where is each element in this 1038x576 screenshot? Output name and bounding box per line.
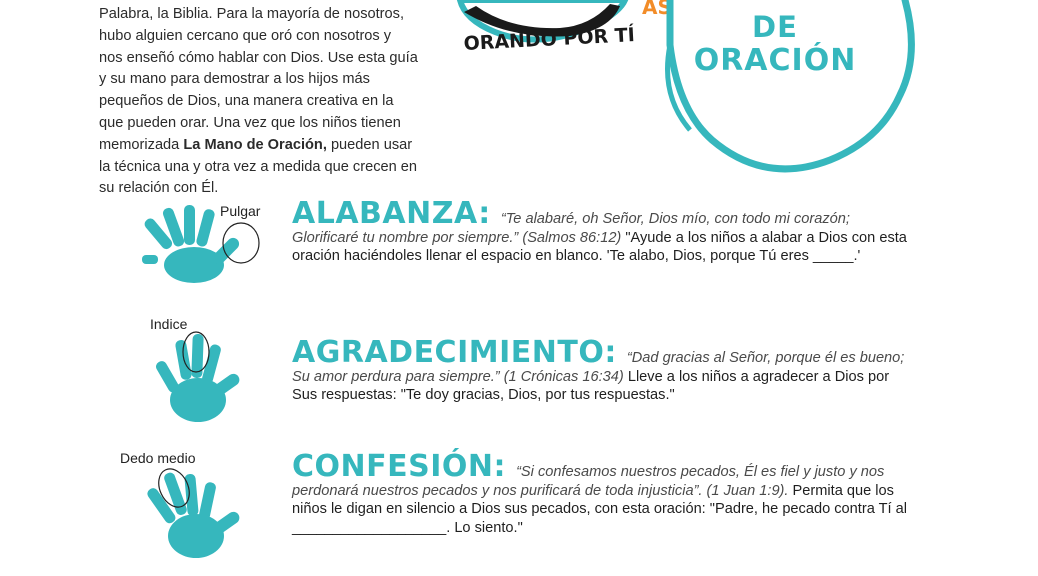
hand-middle-icon <box>138 468 258 568</box>
section-thanks <box>292 335 907 405</box>
finger-label-thumb: Pulgar <box>220 203 261 219</box>
intro-paragraph <box>99 4 444 200</box>
intro-line: Palabra, la Biblia. Para la mayoría de nosotros, <box>99 6 405 22</box>
hand-index-icon <box>140 330 260 430</box>
banner-title-line-2: DE <box>752 10 798 44</box>
banner-title-top-fragment <box>660 0 890 7</box>
section-body: "Ayude a los niños a alabar a Dios con esta oración haciéndoles llenar el espacio en blanco. 'Te alabo, Dios, porque Tú eres _____.' <box>292 229 907 265</box>
section-body: Lleve a los niños a agradecer a Dios por Sus respuestas: "Te doy gracias, Dios, por tus respuestas." <box>292 368 890 404</box>
section-praise <box>292 196 907 266</box>
banner-title-line-3: ORACIÓN <box>693 43 857 78</box>
section-quote: “Te alabaré, oh Señor, Dios mío, con todo mi corazón; Glorificaré tu nombre por siempre.” (Salmos 86:12) <box>292 211 850 246</box>
section-quote: “Si confesamos nuestros pecados, Él es fiel y justo y nos perdonará nuestros pecados y nos purificará de toda injusticia”. (1 Juan 1:9). <box>292 464 885 499</box>
intro-line: que pueden orar. Una vez que los niños tienen <box>99 114 401 131</box>
intro-bold-term: La Mano de Oración, <box>183 136 327 153</box>
intro-line: hubo alguien cercano que oró con nosotros y <box>99 27 392 44</box>
banner-tag: ORANDO POR TÍ <box>463 24 636 55</box>
finger-label-middle: Dedo medio <box>120 450 196 466</box>
section-heading: AGRADECIMIENTO: <box>292 335 617 370</box>
intro-line <box>99 135 444 157</box>
intro-line: y su mano para demostrar a los hijos más <box>99 71 370 88</box>
section-body: Permita que los niños le digan en silencio a Dios sus pecados, con esta oración: "Padre, he pecado contra Tí al ___________________. Lo siento." <box>292 482 907 536</box>
intro-text: memorizada <box>99 136 184 153</box>
intro-line: su relación con Él. <box>99 180 219 197</box>
banner-cut-text-fragment: AS <box>642 0 672 19</box>
intro-line: la técnica una y otra vez a medida que crecen en <box>99 158 418 175</box>
finger-label-index: Indice <box>150 316 188 332</box>
intro-text: pueden usar <box>326 136 413 153</box>
section-quote: “Dad gracias al Señor, porque él es bueno; Su amor perdura para siempre.” (1 Crónicas 16:34) <box>292 350 905 385</box>
section-heading: ALABANZA: <box>292 196 491 231</box>
section-heading: CONFESIÓN: <box>292 449 506 484</box>
hand-thumb-icon <box>138 205 278 285</box>
intro-line: nos enseñó cómo hablar con Dios. Use esta guía <box>99 49 418 66</box>
section-confession <box>292 449 907 537</box>
intro-line: pequeños de Dios, una manera creativa en la <box>99 93 394 110</box>
